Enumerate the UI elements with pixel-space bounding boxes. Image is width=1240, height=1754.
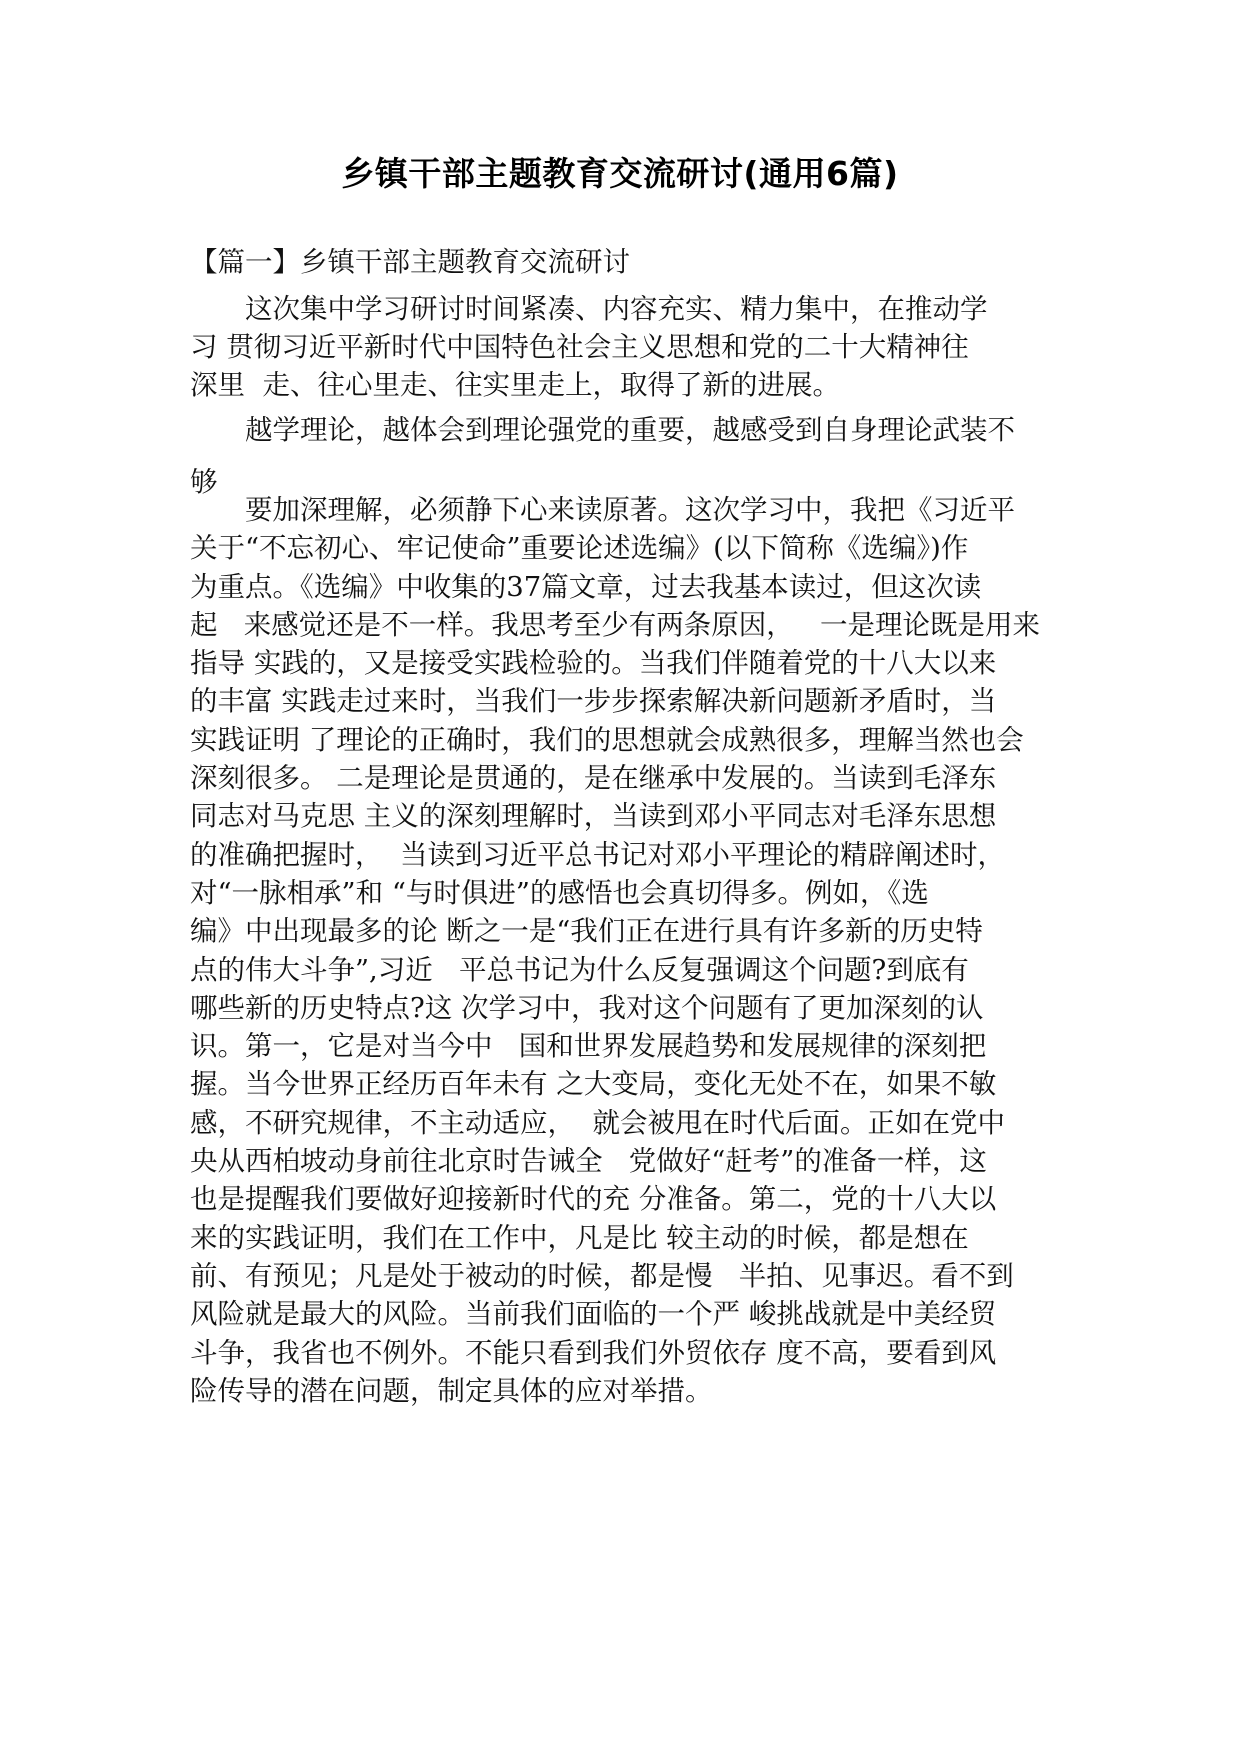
document-title: 乡镇干部主题教育交流研讨(通用6篇) bbox=[341, 154, 899, 193]
paragraph-line: 的准确把握时， 当读到习近平总书记对邓小平理论的精辟阐述时， bbox=[190, 838, 1005, 871]
paragraph-line: 也是提醒我们要做好迎接新时代的充 分准备。第二，党的十八大以 bbox=[190, 1183, 997, 1216]
paragraph-line: 这次集中学习研讨时间紧凑、内容充实、精力集中，在推动学 bbox=[190, 293, 988, 325]
paragraph-line: 指导 实践的，又是接受实践检验的。当我们伴随着党的十八大以来 bbox=[190, 647, 997, 680]
paragraph-line: 实践证明 了理论的正确时，我们的思想就会成熟很多，理解当然也会 bbox=[190, 723, 1024, 756]
paragraph-line: 习 贯彻习近平新时代中国特色社会主义思想和党的二十大精神往 bbox=[190, 331, 969, 363]
paragraph-line: 点的伟大斗争”,习近 平总书记为什么反复强调这个问题?到底有 bbox=[190, 953, 969, 986]
paragraph-line: 哪些新的历史特点?这 次学习中，我对这个问题有了更加深刻的认 bbox=[190, 991, 984, 1024]
paragraph-line: 够 bbox=[190, 466, 218, 498]
paragraph-line: 起 来感觉还是不一样。我思考至少有两条原因， 一是理论既是用来 bbox=[190, 608, 1040, 641]
paragraph-line: 风险就是最大的风险。当前我们面临的一个严 峻挑战就是中美经贸 bbox=[190, 1298, 997, 1331]
paragraph-line: 同志对马克思 主义的深刻理解时，当读到邓小平同志对毛泽东思想 bbox=[190, 800, 997, 833]
paragraph-line: 越学理论，越体会到理论强党的重要，越感受到自身理论武装不 bbox=[190, 414, 1015, 446]
paragraph-line: 深刻很多。 二是理论是贯通的，是在继承中发展的。当读到毛泽东 bbox=[190, 762, 997, 795]
paragraph-line: 来的实践证明，我们在工作中，凡是比 较主动的时候，都是想在 bbox=[190, 1221, 969, 1254]
paragraph-1 bbox=[190, 290, 1070, 404]
paragraph-line: 斗争，我省也不例外。不能只看到我们外贸依存 度不高，要看到风 bbox=[190, 1336, 997, 1369]
paragraph-3 bbox=[190, 491, 1070, 1410]
paragraph-line: 关于“不忘初心、牢记使命”重要论述选编》(以下简称《选编》)作 bbox=[190, 532, 969, 565]
paragraph-line: 编》中出现最多的论 断之一是“我们正在进行具有许多新的历史特 bbox=[190, 915, 983, 948]
paragraph-line: 险传导的潜在问题，制定具体的应对举措。 bbox=[190, 1374, 713, 1407]
paragraph-line: 识。第一，它是对当今中 国和世界发展趋势和发展规律的深刻把 bbox=[190, 1030, 987, 1063]
paragraph-line: 为重点。《选编》中收集的37篇文章，过去我基本读过，但这次读 bbox=[190, 570, 982, 603]
paragraph-line: 要加深理解，必须静下心来读原著。这次学习中，我把《习近平 bbox=[190, 494, 1015, 526]
paragraph-line: 央从西柏坡动身前往北京时告诫全 党做好“赶考”的准备一样，这 bbox=[190, 1145, 987, 1178]
paragraph-line: 前、有预见；凡是处于被动的时候，都是慢 半拍、见事迟。看不到 bbox=[190, 1259, 1014, 1292]
paragraph-line: 对“一脉相承”和 “与时俱进”的感悟也会真切得多。例如，《选 bbox=[190, 876, 929, 909]
paragraph-line: 握。当今世界正经历百年未有 之大变局，变化无处不在，如果不敏 bbox=[190, 1068, 997, 1101]
paragraph-line: 的丰富 实践走过来时，当我们一步步探索解决新问题新矛盾时，当 bbox=[190, 685, 997, 718]
section-heading: 【篇一】乡镇干部主题教育交流研讨 bbox=[190, 246, 630, 278]
paragraph-line: 深里 走、往心里走、往实里走上，取得了新的进展。 bbox=[190, 369, 840, 401]
paragraph-line: 感，不研究规律，不主动适应， 就会被甩在时代后面。正如在党中 bbox=[190, 1106, 1005, 1139]
